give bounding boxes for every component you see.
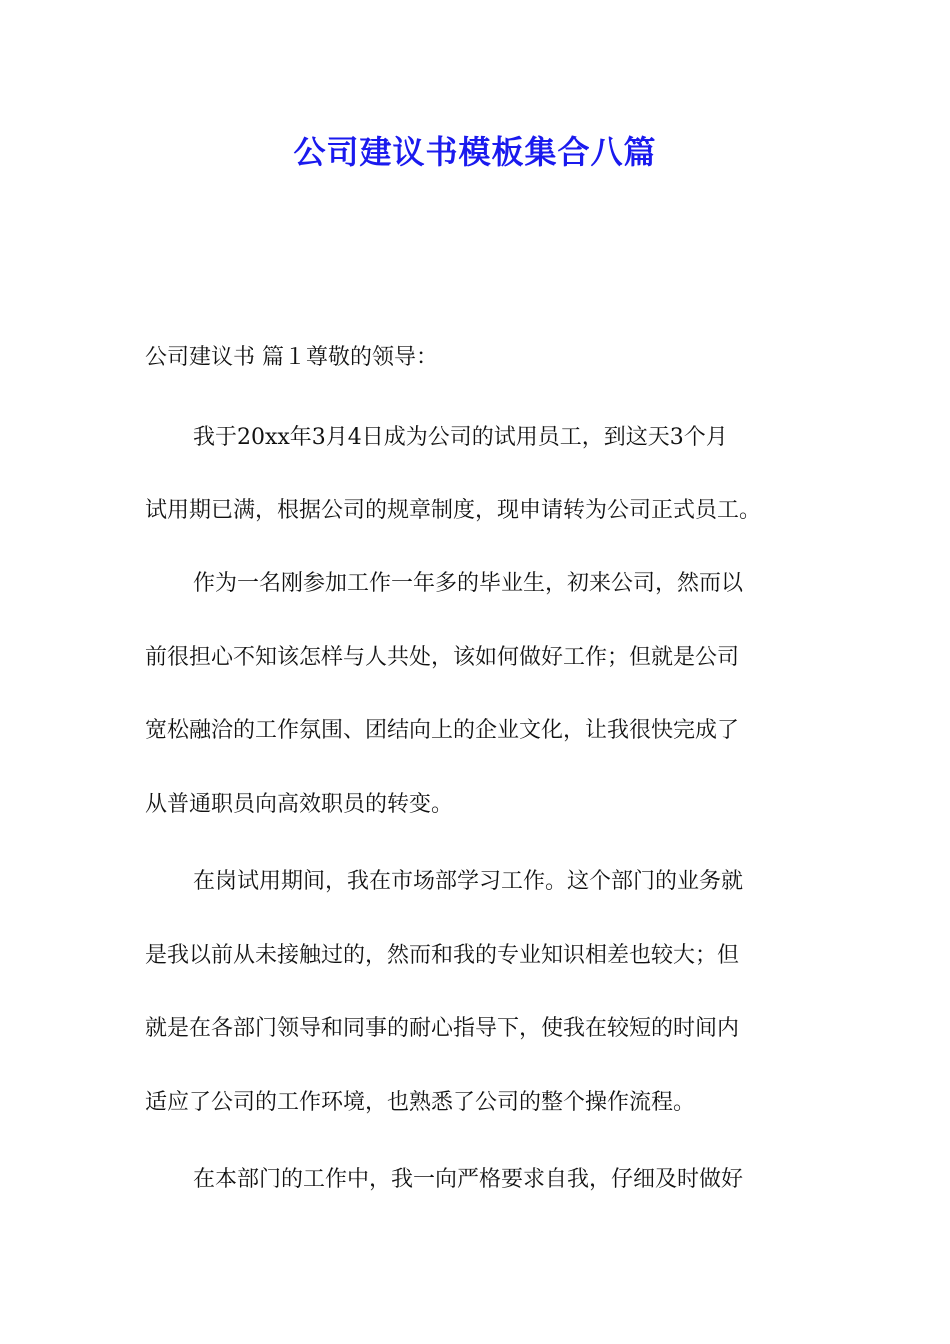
paragraph-line: 就是在各部门领导和同事的耐心指导下，使我在较短的时间内 bbox=[145, 1016, 740, 1041]
document-title: 公司建议书模板集合八篇 bbox=[293, 133, 657, 171]
paragraph-line: 作为一名刚参加工作一年多的毕业生，初来公司，然而以 bbox=[193, 571, 744, 596]
salutation-line: 公司建议书 篇１尊敬的领导： bbox=[145, 345, 438, 370]
paragraph-line: 我于20xx年3月4日成为公司的试用员工，到这天3个月 bbox=[193, 425, 728, 450]
paragraph-line: 前很担心不知该怎样与人共处，该如何做好工作；但就是公司 bbox=[145, 645, 740, 670]
paragraph-line: 是我以前从未接触过的，然而和我的专业知识相差也较大；但 bbox=[145, 943, 740, 968]
paragraph-line: 从普通职员向高效职员的转变。 bbox=[145, 792, 454, 817]
paragraph-line: 宽松融洽的工作氛围、团结向上的企业文化，让我很快完成了 bbox=[145, 718, 740, 743]
paragraph-line: 试用期已满，根据公司的规章制度，现申请转为公司正式员工。 bbox=[145, 498, 762, 523]
paragraph-line: 在本部门的工作中，我一向严格要求自我，仔细及时做好 bbox=[193, 1167, 744, 1192]
paragraph-line: 适应了公司的工作环境，也熟悉了公司的整个操作流程。 bbox=[145, 1090, 696, 1115]
paragraph-line: 在岗试用期间，我在市场部学习工作。这个部门的业务就 bbox=[193, 869, 744, 894]
